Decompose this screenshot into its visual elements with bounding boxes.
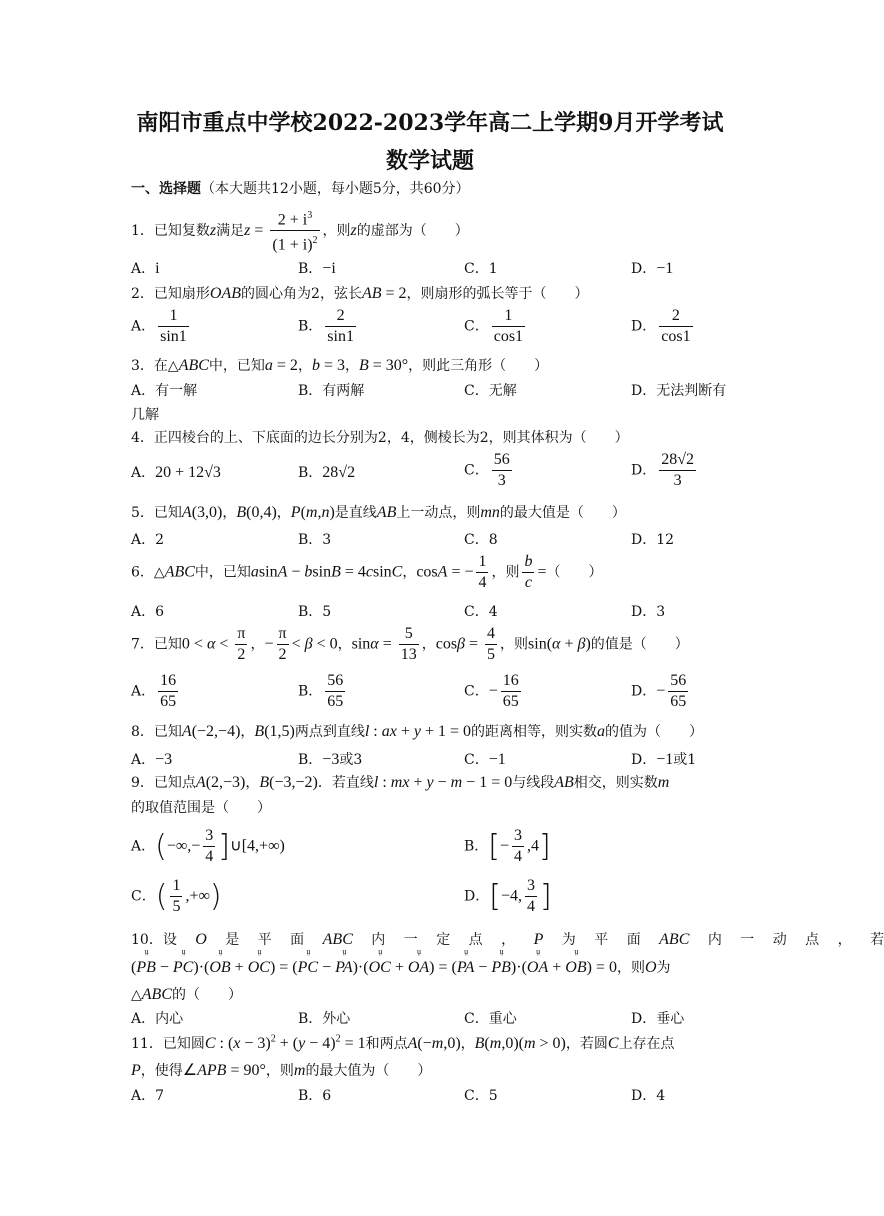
q5-option-c: C．8 (464, 532, 498, 548)
q7-option-a: A． $\frac{16}{65}$ (131, 672, 177, 710)
q4-option-c: C． $\frac{56}{3}$ (464, 451, 510, 489)
question-10: 10．设 O 是 平 面 ABC 内 一 定 点 ， P 为 平 面 ABC 内 一 动 点 ， 若 (131, 931, 884, 948)
question-10-equation: (ṳ PB − ṳ PC)·(ṳ OB + ṳ OC) = (ṳ PC − ṳ PA)·(ṳ OC + ṳ OA) = (ṳ PA − ṳ PB)·(ṳ OA + ṳ OB) = 0，则O为 (131, 957, 671, 977)
q2-option-a: A． $\frac{1}{\sin 1}$ (131, 307, 187, 345)
q8-option-b: B．−3或3 (298, 751, 363, 768)
q11-option-c: C．5 (464, 1088, 498, 1104)
q3-option-a: A．有一解 (131, 383, 198, 399)
q7-option-b: B． $\frac{56}{65}$ (298, 672, 344, 710)
q9-option-b: B．[− $\frac{3}{4}$ ,4] (464, 827, 551, 865)
q8-option-d: D．−1或1 (631, 751, 697, 768)
question-7: 7．已知0 < α < $\frac{\pi}{2}$ ，− $\frac{\pi}{2}$ < β < 0，sinα = $\frac{5}{13}$ ，cosβ = $\frac{4}{5}$ ，则sin(α + β)的值是（ ） (131, 625, 689, 663)
q1-option-b: B．−i (298, 260, 336, 277)
question-1: 1．已知复数z满足z = $\frac{2 + i^3}{(1 + i)^2}$ ，则z的虚部为（ ） (131, 206, 469, 256)
q1-option-c: C．1 (464, 261, 498, 277)
q4-option-a: A．20 + 12√3 (131, 464, 221, 481)
q7-option-c: C．− $\frac{16}{65}$ (464, 672, 519, 710)
q3-option-d-wrap: 几解 (131, 407, 159, 423)
q10-option-c: C．重心 (464, 1011, 517, 1027)
question-11: 11．已知圆C : $(x - 3)^2 + (y - 4)^2 = 1$和两点A(−m,0)，B(m,0)(m > 0)，若圆C上存在点 (131, 1033, 675, 1052)
section-note: （本大题共12小题，每小题5分，共60分） (201, 181, 470, 197)
question-8: 8．已知A(−2,−4)，B(1,5)两点到直线l : ax + y + 1 = 0的距离相等，则实数a的值为（ ） (131, 723, 704, 740)
question-9-wrap: 的取值范围是（ ） (131, 800, 271, 816)
question-10-wrap: △ABC的（ ） (131, 986, 242, 1003)
q4-option-b: B．28√2 (298, 464, 356, 481)
question-11-wrap: P，使得∠APB = 90°，则m的最大值为（ ） (131, 1062, 432, 1079)
q10-option-d: D．垂心 (631, 1011, 685, 1027)
question-6: 6．△ABC中，已知asinA − bsinB = 4csinC，cosA = − $\frac{1}{4}$ ，则 $\frac{b}{c}$ =（ ） (131, 553, 603, 591)
exam-subtitle: 数学试题 (385, 148, 474, 174)
q5-option-b: B．3 (298, 532, 332, 548)
question-3: 3．在△ABC中，已知a = 2，b = 3，B = 30°，则此三角形（ ） (131, 357, 549, 374)
q7-option-d: D．− $\frac{56}{65}$ (631, 672, 687, 710)
q8-option-a: A．−3 (131, 751, 173, 768)
q5-option-d: D．12 (631, 532, 675, 548)
section-heading: 一、选择题 (131, 181, 201, 197)
q2-option-d: D． $\frac{2}{\cos 1}$ (631, 307, 691, 345)
question-5: 5．已知A(3,0)，B(0,4)，P(m,n)是直线AB上一动点，则mn的最大值是（ ） (131, 504, 626, 521)
q5-option-a: A．2 (131, 532, 165, 548)
q6-option-b: B．5 (298, 604, 332, 620)
q3-option-d: D．无法判断有 (631, 383, 727, 399)
q11-option-b: B．6 (298, 1088, 332, 1104)
q6-option-c: C．4 (464, 604, 498, 620)
section-header (131, 178, 470, 198)
q9-option-c: C．( $\frac{1}{5}$ ,+∞) (131, 877, 222, 915)
question-4: 4．正四棱台的上、下底面的边长分别为2，4，侧棱长为2，则其体积为（ ） (131, 430, 629, 446)
q1-option-a: A．i (131, 260, 160, 277)
q10-option-b: B．外心 (298, 1011, 351, 1027)
question-2: 2．已知扇形OAB的圆心角为2，弦长AB = 2，则扇形的弧长等于（ ） (131, 285, 589, 302)
q2-option-c: C． $\frac{1}{\cos 1}$ (464, 307, 524, 345)
q9-option-a: A．(−∞,− $\frac{3}{4}$ ]∪[4,+∞) (131, 827, 285, 865)
question-9: 9．已知点A(2,−3)，B(−3,−2)．若直线l : mx + y − m − 1 = 0与线段AB相交，则实数m (131, 774, 670, 791)
q11-option-a: A．7 (131, 1088, 165, 1104)
q8-option-c: C．−1 (464, 751, 506, 768)
q4-option-d: D． $\frac{28√2}{3}$ (631, 451, 695, 489)
q10-option-a: A．内心 (131, 1011, 184, 1027)
q1-option-d: D．−1 (631, 260, 674, 277)
q2-option-b: B． $\frac{2}{\sin 1}$ (298, 307, 354, 345)
q3-option-c: C．无解 (464, 383, 517, 399)
exam-title: 南阳市重点中学校2022-2023学年高二上学期9月开学考试 (136, 110, 724, 136)
q3-option-b: B．有两解 (298, 383, 365, 399)
q6-option-a: A．6 (131, 604, 165, 620)
q9-option-d: D．[−4, $\frac{3}{4}$ ] (464, 877, 552, 915)
q6-option-d: D．3 (631, 604, 666, 620)
q11-option-d: D．4 (631, 1088, 666, 1104)
